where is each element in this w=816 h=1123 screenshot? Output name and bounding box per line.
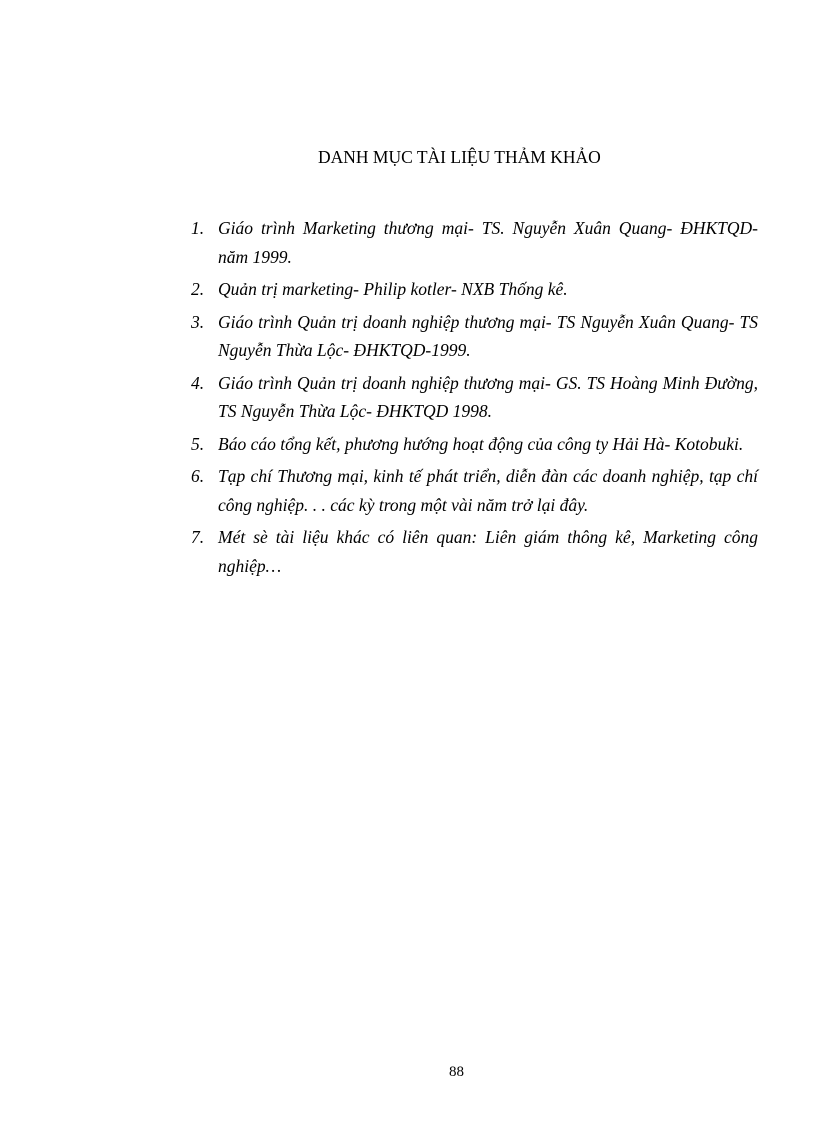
reference-number: 3. bbox=[191, 311, 205, 332]
reference-text: Giáo trình Quản trị doanh nghiệp thương mại- TS Nguyễn Xuân Quang- TS Nguyễn Thừa Lộc- ĐHKTQD-1999. bbox=[218, 311, 758, 360]
reference-item-1 bbox=[191, 214, 758, 271]
reference-number: 2. bbox=[191, 279, 205, 299]
reference-text: Tạp chí Thương mại, kinh tế phát triển, diễn đàn các doanh nghiệp, tạp chí công nghiệp. . . các kỳ trong một vài năm trở lại đây. bbox=[218, 466, 758, 515]
reference-item-5 bbox=[191, 430, 758, 459]
reference-text: Giáo trình Quản trị doanh nghiệp thương mại- GS. TS Hoàng Minh Đường, TS Nguyễn Thừa Lộc- ĐHKTQD 1998. bbox=[218, 372, 758, 421]
reference-number: 7. bbox=[191, 527, 205, 547]
reference-number: 4. bbox=[191, 372, 205, 393]
reference-text: Quản trị marketing- Philip kotler- NXB Thống kê. bbox=[218, 279, 568, 299]
reference-item-3 bbox=[191, 308, 758, 365]
reference-item-6 bbox=[191, 462, 758, 519]
reference-item-4 bbox=[191, 369, 758, 426]
reference-text: Giáo trình Marketing thương mại- TS. Nguyễn Xuân Quang- ĐHKTQD- năm 1999. bbox=[218, 218, 758, 267]
reference-item-7 bbox=[191, 523, 758, 580]
reference-number: 6. bbox=[191, 466, 205, 486]
reference-text: Mét sè tài liệu khác có liên quan: Liên giám thông kê, Marketing công nghiệp… bbox=[218, 527, 758, 576]
reference-item-2 bbox=[191, 275, 758, 304]
reference-text: Báo cáo tổng kết, phương hướng hoạt động của công ty Hải Hà- Kotobuki. bbox=[218, 433, 744, 454]
reference-number: 5. bbox=[191, 433, 205, 454]
reference-number: 1. bbox=[191, 218, 205, 238]
page-number: 88 bbox=[449, 1064, 464, 1080]
reference-list bbox=[191, 214, 758, 584]
page-title: DANH MỤC TÀI LIỆU THẢM KHẢO bbox=[318, 147, 601, 167]
